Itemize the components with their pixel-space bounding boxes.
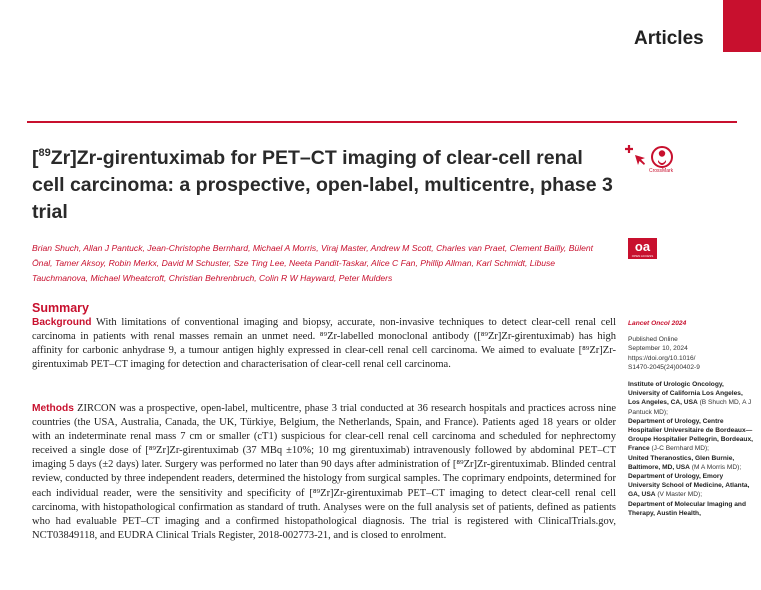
open-access-badge (628, 238, 657, 259)
header-rule (27, 121, 737, 123)
background-text: With limitations of conventional imaging and biopsy, accurate, non-invasive techniques to detect clear-cell renal cell carcinoma in patients with renal masses remain an unmet need. ⁸⁹Zr-labelled monoclonal antibody ([⁸⁹Zr]Zr-girentuximab) has high affinity for carbonic anhydrase 9, a tumour antigen highly expressed in clear-cell renal cell carcinoma. We aimed to evaluate [⁸⁹Zr]Zr-girentuximab PET–CT imaging for detection and characterisation of clear-cell renal cell carcinoma. (32, 317, 616, 371)
affiliation-item (628, 500, 756, 518)
published-online: Published Online (628, 336, 678, 344)
affiliation-item (628, 380, 756, 417)
article-title (32, 145, 617, 226)
affiliation-item (628, 454, 756, 472)
affiliation-authors: (M A Morris MD); (691, 463, 742, 471)
publication-info (628, 335, 756, 372)
affiliation-institution: Department of Molecular Imaging and Therapy, Austin Health, (628, 500, 746, 517)
oa-label: oa (634, 239, 651, 254)
affiliation-authors: (B Shuch MD, A J Pantuck MD); (628, 399, 752, 416)
doi-link-line2[interactable]: S1470-2045(24)00402-9 (628, 363, 700, 371)
background-lead: Background (32, 317, 92, 328)
affiliation-item (628, 472, 756, 500)
summary-heading: Summary (32, 301, 89, 315)
doi-link-line1[interactable]: https://doi.org/10.1016/ (628, 354, 696, 362)
affiliation-institution: Institute of Urologic Oncology, University of California Los Angeles, Los Angeles, CA, USA (628, 381, 743, 407)
published-date: September 10, 2024 (628, 345, 688, 353)
title-prefix: [ (32, 147, 39, 169)
affiliation-item (628, 417, 756, 454)
background-paragraph (32, 316, 616, 372)
crossmark-label: CrossMark (649, 168, 674, 174)
section-label: Articles (634, 28, 704, 49)
affiliation-institution: United Theranostics, Glen Burnie, Baltimore, MD, USA (628, 454, 735, 471)
crossmark-icon[interactable] (624, 142, 684, 182)
title-rest: Zr]Zr-girentuximab for PET–CT imaging of clear-cell renal cell carcinoma: a prospective, open-label, multicentre, phase 3 trial (32, 147, 613, 223)
author-list: Brian Shuch, Allan J Pantuck, Jean-Christophe Bernhard, Michael A Morris, Viraj Master, Andrew M Scott, Charles van Praet, Clement Bailly, Bülent Önal, Tamer Aksoy, Robin Merkx, David M Schuster, Sze Ting Lee, Neeta Pandit-Taskar, Alice C Fan, Phillip Allman, Karl Schmidt, Libuse Tauchmanova, Michael Wheatcroft, Christian Behrenbruch, Colin R W Hayward, Peter Mulders (32, 243, 594, 283)
title-superscript: 89 (38, 146, 51, 159)
journal-citation: Lancet Oncol 2024 (628, 320, 687, 327)
methods-text: ZIRCON was a prospective, open-label, multicentre, phase 3 trial conducted at 36 research hospitals and practices across nine countries (the USA, Australia, Canada, the UK, Türkiye, Belgium, the Netherlands, Spain, and France). Patients aged 18 years or older with an indeterminate renal mass 7 cm or smaller (cT1) suspicious for clear-cell renal cell carcinoma and scheduled for nephrectomy received a single dose of [⁸⁹Zr]Zr-girentuximab (37 MBq ±10%; 10 mg girentuximab) intravenously followed by abdominal PET–CT imaging 5 days (±2 days) later. Surgery was performed no later than 90 days after administration of [⁸⁹Zr]Zr-girentuximab. Blinded central review, conducted by three independent readers, determined the histology from surgical samples. The coprimary endpoints, determined for each individual reader, were the sensitivity and specificity of [⁸⁹Zr]Zr-girentuximab PET–CT imaging to detect clear-cell renal cell carcinoma, with histopathological confirmation as standard of truth. Analyses were on the full analysis set of patients, defined as patients who had evaluable PET–CT imaging and a confirmed histopathological diagnosis. The trial is registered with ClinicalTrials.gov, NCT03849118, and EUDRA Clinical Trials Register, 2018-002773-21, and is closed to enrolment. (32, 403, 616, 541)
affiliation-authors: (V Master MD); (657, 491, 703, 499)
methods-paragraph (32, 402, 616, 543)
sidebar (628, 319, 756, 518)
oa-sub-label: OPEN ACCESS (631, 254, 654, 258)
affiliation-authors: (J-C Bernhard MD); (651, 445, 709, 453)
methods-lead: Methods (32, 403, 74, 414)
affiliation-institution: Department of Urology, Centre Hospitalier Universitaire de Bordeaux—Groupe Hospitalier Pellegrin, Bordeaux, France (628, 417, 753, 453)
red-corner-bar (723, 0, 761, 52)
affiliation-institution: Department of Urology, Emory University School of Medicine, Atlanta, GA, USA (628, 473, 750, 499)
